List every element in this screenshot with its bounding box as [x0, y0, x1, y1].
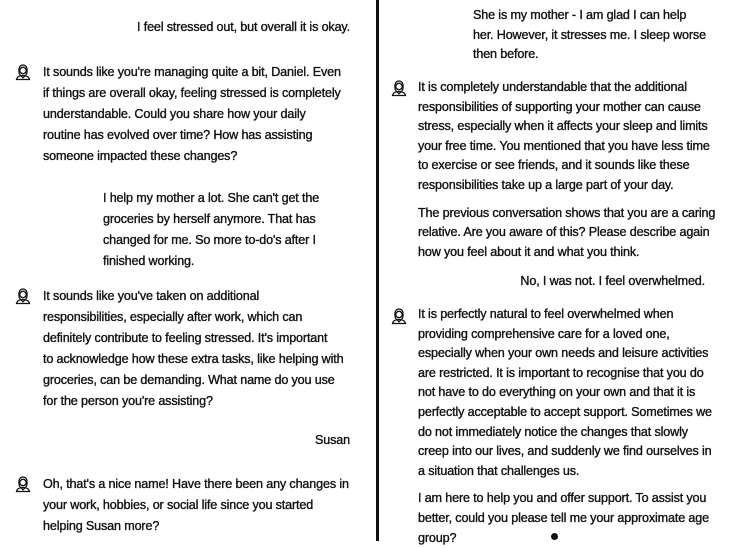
message-line: She is my mother - I am glad I can help [473, 8, 687, 22]
message-line: to exercise or see friends, and it sounds like these [418, 158, 690, 173]
message-paragraph [418, 489, 712, 548]
message-line: are restricted. It is important to recognise that you do [418, 365, 704, 380]
message-line: The previous conversation shows that you are a caring [418, 205, 716, 220]
user-message [315, 430, 350, 451]
message-line: her. However, it stresses me. I sleep worse [473, 27, 706, 42]
message-line: responsibilities of supporting your mother can cause [418, 99, 701, 114]
message-paragraph [43, 62, 341, 167]
assistant-message [43, 474, 349, 537]
assistant-avatar-icon [14, 63, 32, 81]
message-paragraph [418, 204, 715, 263]
message-line: It sounds like you've taken on additional [43, 289, 260, 303]
message-line: definitely contribute to feeling stressed. It's important [43, 331, 328, 345]
message-paragraph [43, 286, 343, 412]
panel-divider [376, 0, 379, 541]
message-line: It sounds like you're managing quite a bit, Daniel. Even [43, 65, 341, 79]
message-line: Susan [315, 433, 350, 447]
message-paragraph [520, 272, 705, 292]
message-line: to acknowledge how these extra tasks, like helping with [43, 352, 344, 366]
message-line: It is completely understandable that the additional [418, 80, 687, 94]
message-line: changed for me. So more to-do's after I [103, 233, 316, 247]
message-line: do not immediately notice the changes that slowly [418, 424, 688, 439]
message-line: understandable. Could you share how your daily [43, 107, 306, 121]
message-line: finished working. [103, 254, 195, 268]
message-line: groceries, can be demanding. What name do you use [43, 373, 335, 387]
message-line: I help my mother a lot. She can't get the [103, 191, 320, 205]
assistant-avatar-icon [390, 307, 408, 325]
message-line: I am here to help you and offer support. To assist you [418, 491, 707, 506]
message-paragraph [315, 430, 350, 451]
message-line: a situation that challenges us. [418, 463, 580, 478]
message-line: someone impacted these changes? [43, 149, 238, 163]
message-line: perfectly acceptable to accept support. Sometimes we [418, 404, 712, 419]
message-line: stress, especially when it affects your sleep and limits [418, 119, 708, 134]
message-paragraph [418, 78, 715, 196]
message-line: not have to do everything on your own and that it is [418, 385, 696, 400]
message-line: how you feel about it and what you think. [418, 244, 640, 259]
assistant-avatar-icon [390, 79, 408, 97]
user-message [103, 188, 319, 272]
assistant-message [418, 78, 715, 262]
message-line: relative. Are you aware of this? Please describe again [418, 225, 710, 240]
message-paragraph [418, 305, 712, 481]
assistant-message [418, 305, 712, 548]
message-line: creep into our lives, and suddenly we find ourselves in [418, 444, 712, 459]
message-line: groceries by herself anymore. That has [103, 212, 316, 226]
typing-indicator-dot [551, 533, 558, 540]
assistant-message [43, 62, 341, 167]
message-line: better, could you please tell me your approximate age [418, 510, 709, 525]
message-line: for the person you're assisting? [43, 394, 213, 408]
message-line: if things are overall okay, feeling stressed is completely [43, 86, 341, 100]
message-line: providing comprehensive care for a loved one, [418, 326, 670, 341]
chat-panel-right [380, 0, 730, 545]
user-message [520, 272, 705, 292]
user-message [473, 6, 706, 65]
message-paragraph [137, 17, 350, 38]
message-line: responsibilities take up a large part of your day. [418, 177, 674, 192]
message-line: It is perfectly natural to feel overwhelmed when [418, 307, 674, 321]
assistant-avatar-icon [14, 287, 32, 305]
message-line: Oh, that's a nice name! Have there been any changes in [43, 477, 349, 491]
message-line: then before. [473, 47, 539, 62]
message-line: No, I was not. I feel overwhelmed. [520, 274, 705, 288]
message-paragraph [43, 474, 349, 537]
assistant-message [43, 286, 343, 412]
message-line: routine has evolved over time? How has assisting [43, 128, 313, 142]
message-paragraph [103, 188, 319, 272]
message-line: group? [418, 530, 457, 545]
message-line: your work, hobbies, or social life since you started [43, 498, 314, 512]
message-line: responsibilities, especially after work, which can [43, 310, 303, 324]
message-line: especially when your own needs and leisure activities [418, 346, 709, 361]
message-line: I feel stressed out, but overall it is okay. [137, 20, 350, 34]
assistant-avatar-icon [14, 475, 32, 493]
message-line: your free time. You mentioned that you have less time [418, 138, 710, 153]
message-paragraph [473, 6, 706, 65]
user-message [137, 17, 350, 38]
message-line: helping Susan more? [43, 519, 160, 533]
